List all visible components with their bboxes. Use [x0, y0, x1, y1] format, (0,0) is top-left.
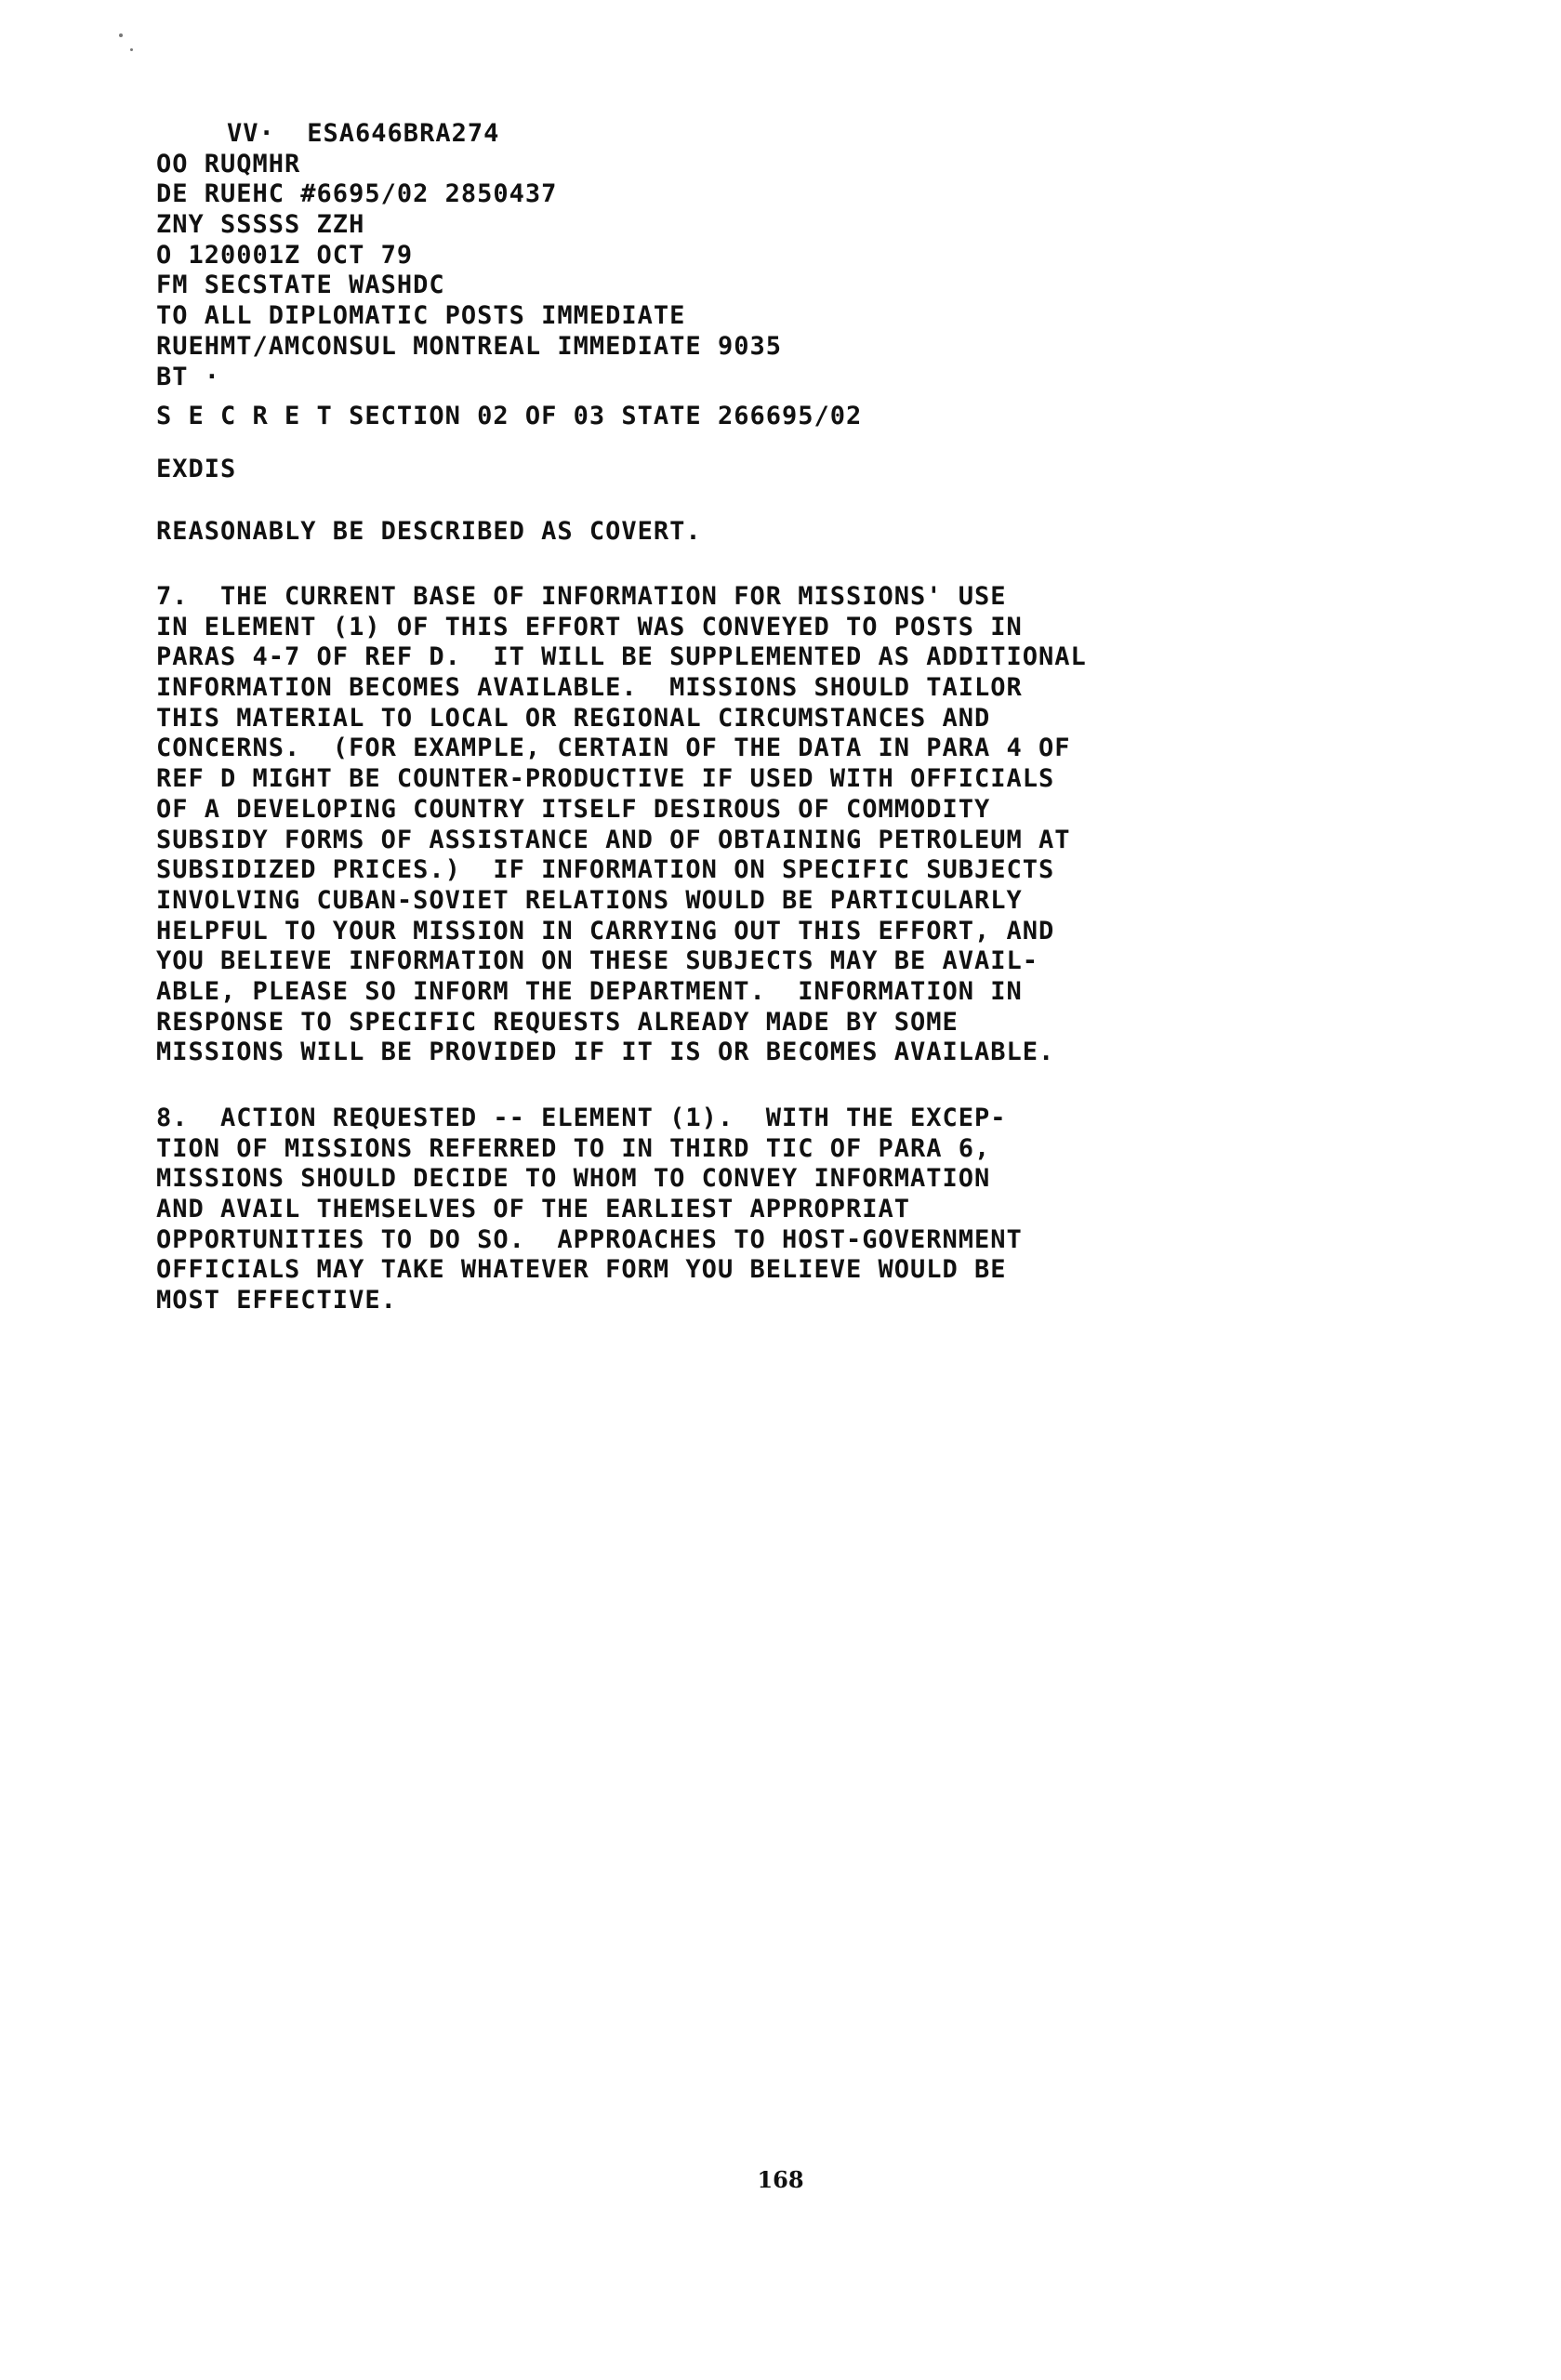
- paragraph-line: SUBSIDIZED PRICES.) IF INFORMATION ON SPECIFIC SUBJECTS: [156, 855, 1055, 885]
- header-line-from: FM SECSTATE WASHDC: [156, 271, 445, 300]
- paragraph-line: THIS MATERIAL TO LOCAL OR REGIONAL CIRCUMSTANCES AND: [156, 703, 991, 733]
- paragraph-line: MISSIONS SHOULD DECIDE TO WHOM TO CONVEY INFORMATION: [156, 1164, 991, 1194]
- paragraph-line: MISSIONS WILL BE PROVIDED IF IT IS OR BECOMES AVAILABLE.: [156, 1038, 1055, 1067]
- distribution-text: EXDIS: [156, 455, 237, 483]
- paragraph-line: SUBSIDY FORMS OF ASSISTANCE AND OF OBTAINING PETROLEUM AT: [156, 825, 1071, 854]
- paragraph-7: [156, 582, 1328, 1068]
- paragraph-line: HELPFUL TO YOUR MISSION IN CARRYING OUT THIS EFFORT, AND: [156, 916, 1055, 945]
- paragraph-8: [156, 1104, 1328, 1316]
- paragraph-line: OPPORTUNITIES TO DO SO. APPROACHES TO HOST-GOVERNMENT: [156, 1224, 1023, 1254]
- paragraph-line: YOU BELIEVE INFORMATION ON THESE SUBJECTS MAY BE AVAIL-: [156, 946, 1039, 976]
- scan-speck: [119, 33, 123, 37]
- header-line-origin: DE RUEHC #6695/02 2850437: [156, 179, 558, 209]
- header-line-routing: VV· ESA646BRA274: [227, 119, 500, 148]
- header-line-to: TO ALL DIPLOMATIC POSTS IMMEDIATE: [156, 301, 686, 331]
- paragraph-line: TION OF MISSIONS REFERRED TO IN THIRD TIC OF PARA 6,: [156, 1133, 991, 1163]
- distribution-caption: [156, 455, 1328, 485]
- continuation-paragraph: [156, 517, 1328, 548]
- page-number: 168: [757, 2166, 804, 2193]
- paragraph-line: REF D MIGHT BE COUNTER-PRODUCTIVE IF USED WITH OFFICIALS: [156, 764, 1055, 794]
- header-line-precedence: OO RUQMHR: [156, 149, 301, 178]
- classification-line: S E C R E T SECTION 02 OF 03 STATE 266695/02: [156, 402, 863, 431]
- paragraph-line: 8. ACTION REQUESTED -- ELEMENT (1). WITH THE EXCEP-: [156, 1104, 1007, 1132]
- paragraph-line: RESPONSE TO SPECIFIC REQUESTS ALREADY MADE BY SOME: [156, 1007, 959, 1037]
- paragraph-line: ABLE, PLEASE SO INFORM THE DEPARTMENT. INFORMATION IN: [156, 976, 1023, 1006]
- paragraph-line: PARAS 4-7 OF REF D. IT WILL BE SUPPLEMENTED AS ADDITIONAL: [156, 642, 1087, 672]
- header-line-break: BT ·: [156, 362, 221, 391]
- scan-speck: [130, 48, 133, 51]
- paragraph-line: OF A DEVELOPING COUNTRY ITSELF DESIROUS OF COMMODITY: [156, 794, 991, 824]
- paragraph-line: OFFICIALS MAY TAKE WHATEVER FORM YOU BELIEVE WOULD BE: [156, 1255, 1007, 1285]
- paragraph-line: 7. THE CURRENT BASE OF INFORMATION FOR MISSIONS' USE: [156, 582, 1007, 611]
- paragraph-line: AND AVAIL THEMSELVES OF THE EARLIEST APPROPRIAT: [156, 1195, 911, 1224]
- header-line-addressee: RUEHMT/AMCONSUL MONTREAL IMMEDIATE 9035: [156, 331, 782, 361]
- header-line-security: ZNY SSSSS ZZH: [156, 210, 365, 240]
- paragraph-line: CONCERNS. (FOR EXAMPLE, CERTAIN OF THE DATA IN PARA 4 OF: [156, 734, 1071, 763]
- paragraph-line: INVOLVING CUBAN-SOVIET RELATIONS WOULD BE PARTICULARLY: [156, 885, 1023, 915]
- continuation-line: REASONABLY BE DESCRIBED AS COVERT.: [156, 517, 702, 546]
- paragraph-line: INFORMATION BECOMES AVAILABLE. MISSIONS SHOULD TAILOR: [156, 673, 1023, 703]
- paragraph-line: MOST EFFECTIVE.: [156, 1286, 397, 1316]
- header-line-datetime: O 120001Z OCT 79: [156, 240, 414, 270]
- paragraph-line: IN ELEMENT (1) OF THIS EFFORT WAS CONVEYED TO POSTS IN: [156, 612, 1023, 641]
- telegram-header: [156, 119, 1272, 432]
